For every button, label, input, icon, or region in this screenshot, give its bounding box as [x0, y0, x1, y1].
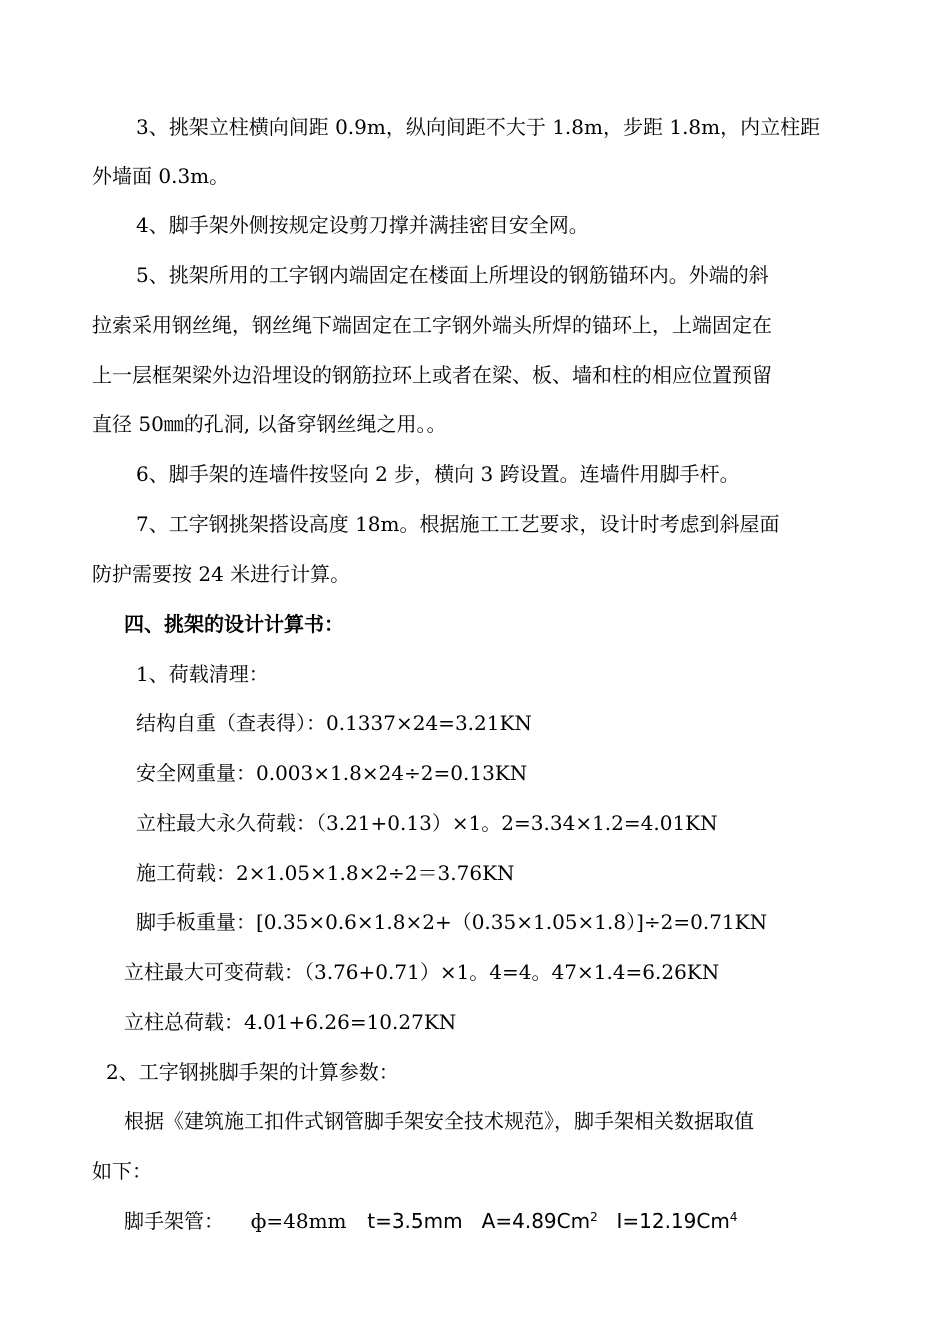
- spec-reference-line-2: 如下：: [92, 1159, 152, 1183]
- paragraph-3-line-2: 外墙面 0.3m。: [92, 164, 230, 188]
- calc-construction-load: 施工荷载：2×1.05×1.8×2÷2＝3.76KN: [136, 861, 515, 885]
- tube-thickness-area: t=3.5mm A=4.89Cm: [367, 1209, 591, 1233]
- tube-diameter: ф=48mm: [250, 1209, 347, 1233]
- paragraph-3-line-1: 3、挑架立柱横向间距 0.9m，纵向间距不大于 1.8m，步距 1.8m，内立柱距: [136, 115, 821, 139]
- spec-reference-line-1: 根据《建筑施工扣件式钢管脚手架安全技术规范》，脚手架相关数据取值: [124, 1109, 754, 1133]
- paragraph-5-line-4: 直径 50㎜的孔洞, 以备穿钢丝绳之用。。: [92, 412, 447, 436]
- paragraph-4: 4、脚手架外侧按规定设剪刀撑并满挂密目安全网。: [136, 213, 589, 237]
- calc-scaffold-board-weight: 脚手板重量：[0.35×0.6×1.8×2+（0.35×1.05×1.8）]÷2=0.71KN: [136, 910, 768, 934]
- calc-safety-net-weight: 安全网重量：0.003×1.8×24÷2=0.13KN: [136, 761, 528, 785]
- scaffold-tube-label: 脚手架管：: [124, 1209, 224, 1233]
- scaffold-tube-params: [124, 1206, 737, 1236]
- inertia-exponent: 4: [729, 1210, 738, 1224]
- paragraph-7-line-2: 防护需要按 24 米进行计算。: [92, 562, 351, 586]
- paragraph-5-line-1: 5、挑架所用的工字钢内端固定在楼面上所埋设的钢筋锚环内。外端的斜: [136, 263, 769, 287]
- calc-max-permanent-load: 立柱最大永久荷载：（3.21+0.13）×1。2=3.34×1.2=4.01KN: [136, 811, 718, 835]
- paragraph-7-line-1: 7、工字钢挑架搭设高度 18m。根据施工工艺要求，设计时考虑到斜屋面: [136, 512, 780, 536]
- calc-max-variable-load: 立柱最大可变荷载：（3.76+0.71）×1。4=4。47×1.4=6.26KN: [124, 960, 720, 984]
- tube-inertia: I=12.19Cm: [616, 1209, 730, 1233]
- calc-total-load: 立柱总荷载：4.01+6.26=10.27KN: [124, 1010, 457, 1034]
- section-heading: 四、挑架的设计计算书：: [124, 612, 344, 636]
- subsection-1-title: 1、荷载清理：: [136, 662, 269, 686]
- calc-structural-weight: 结构自重（查表得）：0.1337×24=3.21KN: [136, 711, 532, 735]
- area-exponent: 2: [590, 1210, 598, 1224]
- subsection-2-title: 2、工字钢挑脚手架的计算参数：: [106, 1060, 399, 1084]
- paragraph-5-line-2: 拉索采用钢丝绳，钢丝绳下端固定在工字钢外端头所焊的锚环上，上端固定在: [92, 313, 772, 337]
- paragraph-5-line-3: 上一层框架梁外边沿埋设的钢筋拉环上或者在梁、板、墙和柱的相应位置预留: [92, 363, 772, 387]
- paragraph-6: 6、脚手架的连墙件按竖向 2 步，横向 3 跨设置。连墙件用脚手杆。: [136, 462, 740, 486]
